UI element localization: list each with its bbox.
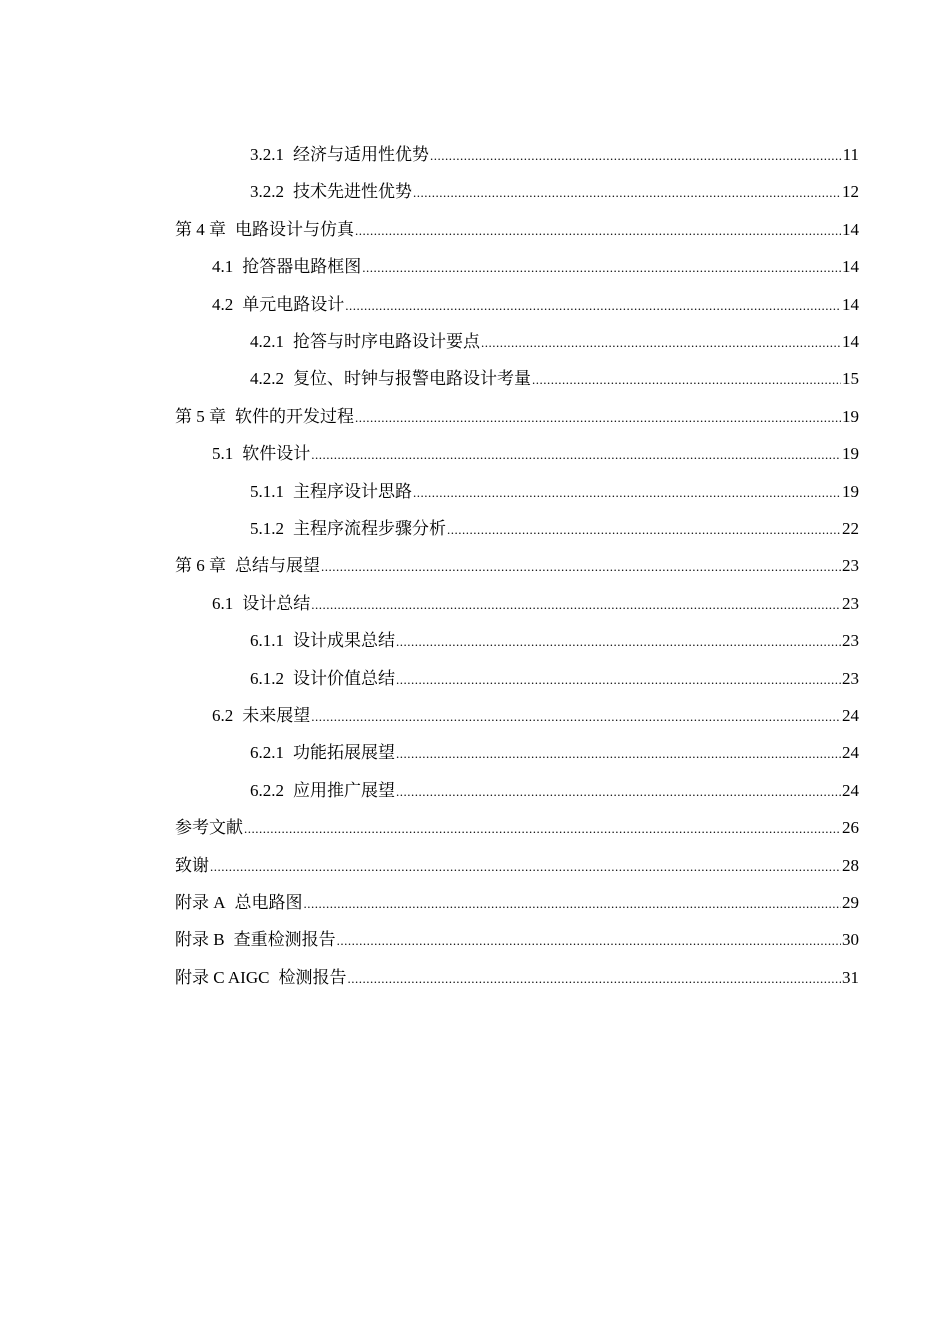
toc-entry-page: 24 xyxy=(842,780,859,800)
toc-entry-title: 抢答与时序电路设计要点 xyxy=(293,332,480,351)
toc-entry-number: 6.1.1 xyxy=(250,631,284,651)
toc-dot-leader xyxy=(396,742,841,766)
toc-entry-title: 电路设计与仿真 xyxy=(235,219,354,239)
toc-entry-page: 14 xyxy=(842,294,859,314)
toc-entry-number: 3.2.1 xyxy=(250,145,284,164)
toc-dot-leader xyxy=(481,331,841,355)
toc-entry[interactable] xyxy=(175,891,859,915)
toc-entry-page: 30 xyxy=(842,930,859,950)
toc-entry[interactable] xyxy=(175,966,859,990)
toc-entry-number: 第 6 章 xyxy=(175,556,226,576)
toc-entry-title: 设计总结 xyxy=(242,593,311,613)
toc-dot-leader xyxy=(321,555,841,579)
toc-entry-number: 附录 C AIGC xyxy=(175,967,270,987)
toc-entry-title: 未来展望 xyxy=(242,706,311,725)
toc-entry-page: 19 xyxy=(842,481,859,501)
toc-entry-page: 15 xyxy=(842,369,859,389)
toc-entry-title: 总电路图 xyxy=(234,893,303,912)
toc-dot-leader xyxy=(447,518,841,542)
toc-entry-page: 23 xyxy=(842,631,859,651)
toc-entry-page: 14 xyxy=(842,219,859,239)
toc-entry-number: 5.1.1 xyxy=(250,481,284,501)
toc-dot-leader xyxy=(532,368,841,392)
toc-entry-page: 19 xyxy=(842,406,859,426)
toc-entry[interactable] xyxy=(250,367,859,391)
toc-entry-page: 11 xyxy=(842,145,859,164)
toc-entry[interactable] xyxy=(212,255,859,279)
toc-entry-title: 技术先进性优势 xyxy=(293,182,412,202)
toc-entry[interactable] xyxy=(250,330,859,354)
toc-entry[interactable] xyxy=(175,928,859,952)
toc-entry-number: 4.1 xyxy=(212,257,234,277)
toc-entry-page: 14 xyxy=(842,257,859,277)
toc-entry[interactable] xyxy=(175,816,859,840)
toc-entry-page: 12 xyxy=(842,182,859,202)
toc-entry-title: 致谢 xyxy=(175,855,209,875)
toc-entry[interactable] xyxy=(250,180,859,204)
toc-dot-leader xyxy=(345,294,841,318)
toc-entry-page: 28 xyxy=(842,855,859,875)
toc-entry-number: 4.2.1 xyxy=(250,332,284,351)
toc-entry-number: 4.2 xyxy=(212,294,234,314)
toc-entry[interactable] xyxy=(250,480,859,504)
toc-entry-title: 总结与展望 xyxy=(235,556,320,576)
toc-entry-page: 26 xyxy=(842,818,859,838)
toc-entry-number: 6.1.2 xyxy=(250,668,284,688)
toc-entry-page: 23 xyxy=(842,668,859,688)
toc-entry[interactable] xyxy=(175,854,859,878)
toc-dot-leader xyxy=(244,817,841,841)
toc-dot-leader xyxy=(396,668,841,692)
toc-entry-number: 附录 A xyxy=(175,893,226,912)
toc-dot-leader xyxy=(413,181,841,205)
toc-dot-leader xyxy=(396,630,841,654)
toc-entry-number: 5.1 xyxy=(212,444,234,464)
toc-dot-leader xyxy=(355,406,841,430)
toc-entry-title: 设计成果总结 xyxy=(293,631,395,651)
toc-entry[interactable] xyxy=(175,405,859,429)
toc-entry[interactable] xyxy=(250,779,859,803)
toc-entry-page: 19 xyxy=(842,444,859,464)
toc-entry-number: 第 5 章 xyxy=(175,406,226,426)
toc-entry[interactable] xyxy=(250,667,859,691)
toc-entry-number: 6.1 xyxy=(212,593,234,613)
toc-entry-number: 6.2.1 xyxy=(250,743,284,763)
toc-entry-number: 第 4 章 xyxy=(175,219,226,239)
toc-entry-title: 参考文献 xyxy=(175,818,243,838)
toc-entry-title: 复位、时钟与报警电路设计考量 xyxy=(293,369,531,389)
toc-dot-leader xyxy=(311,593,841,617)
toc-entry-page: 29 xyxy=(842,893,859,912)
toc-entry[interactable] xyxy=(212,592,859,616)
toc-entry[interactable] xyxy=(250,143,859,167)
toc-entry-title: 抢答器电路框图 xyxy=(242,257,362,277)
toc-entry-page: 24 xyxy=(842,706,859,725)
toc-entry[interactable] xyxy=(250,741,859,765)
toc-entry-number: 4.2.2 xyxy=(250,369,284,389)
toc-entry-page: 23 xyxy=(842,556,859,576)
toc-entry-number: 6.2 xyxy=(212,706,234,725)
toc-entry-number: 3.2.2 xyxy=(250,182,284,202)
toc-dot-leader xyxy=(430,144,842,168)
toc-dot-leader xyxy=(337,929,841,953)
toc-entry-page: 23 xyxy=(842,593,859,613)
toc-entry-title: 经济与适用性优势 xyxy=(293,145,429,164)
toc-entry-title: 主程序设计思路 xyxy=(293,481,412,501)
toc-entry-page: 31 xyxy=(842,967,859,987)
toc-entry-title: 软件的开发过程 xyxy=(235,406,354,426)
toc-entry[interactable] xyxy=(212,293,859,317)
toc-entry-title: 应用推广展望 xyxy=(293,780,395,800)
toc-dot-leader xyxy=(347,967,841,991)
toc-dot-leader xyxy=(311,443,841,467)
toc-dot-leader xyxy=(355,219,841,243)
toc-entry-page: 22 xyxy=(842,519,859,538)
toc-entry-page: 24 xyxy=(842,743,859,763)
toc-entry-title: 主程序流程步骤分析 xyxy=(293,519,446,538)
toc-entry[interactable] xyxy=(250,517,859,541)
toc-entry-page: 14 xyxy=(842,332,859,351)
toc-entry[interactable] xyxy=(175,554,859,578)
toc-entry[interactable] xyxy=(175,218,859,242)
toc-entry[interactable] xyxy=(250,629,859,653)
toc-entry-title: 检测报告 xyxy=(278,967,347,987)
toc-entry-title: 单元电路设计 xyxy=(242,294,345,314)
toc-entry-title: 功能拓展展望 xyxy=(293,743,395,763)
toc-entry-number: 6.2.2 xyxy=(250,780,284,800)
toc-dot-leader xyxy=(413,481,841,505)
toc-dot-leader xyxy=(210,855,841,879)
toc-entry-title: 查重检测报告 xyxy=(233,930,336,950)
toc-entry-title: 软件设计 xyxy=(242,444,311,464)
toc-dot-leader xyxy=(311,705,841,729)
toc-entry[interactable] xyxy=(212,442,859,466)
toc-entry[interactable] xyxy=(212,704,859,728)
toc-entry-number: 5.1.2 xyxy=(250,519,284,538)
toc-dot-leader xyxy=(396,780,841,804)
toc-dot-leader xyxy=(362,256,841,280)
toc-dot-leader xyxy=(304,892,841,916)
toc-entry-title: 设计价值总结 xyxy=(293,668,395,688)
toc-entry-number: 附录 B xyxy=(175,930,225,950)
